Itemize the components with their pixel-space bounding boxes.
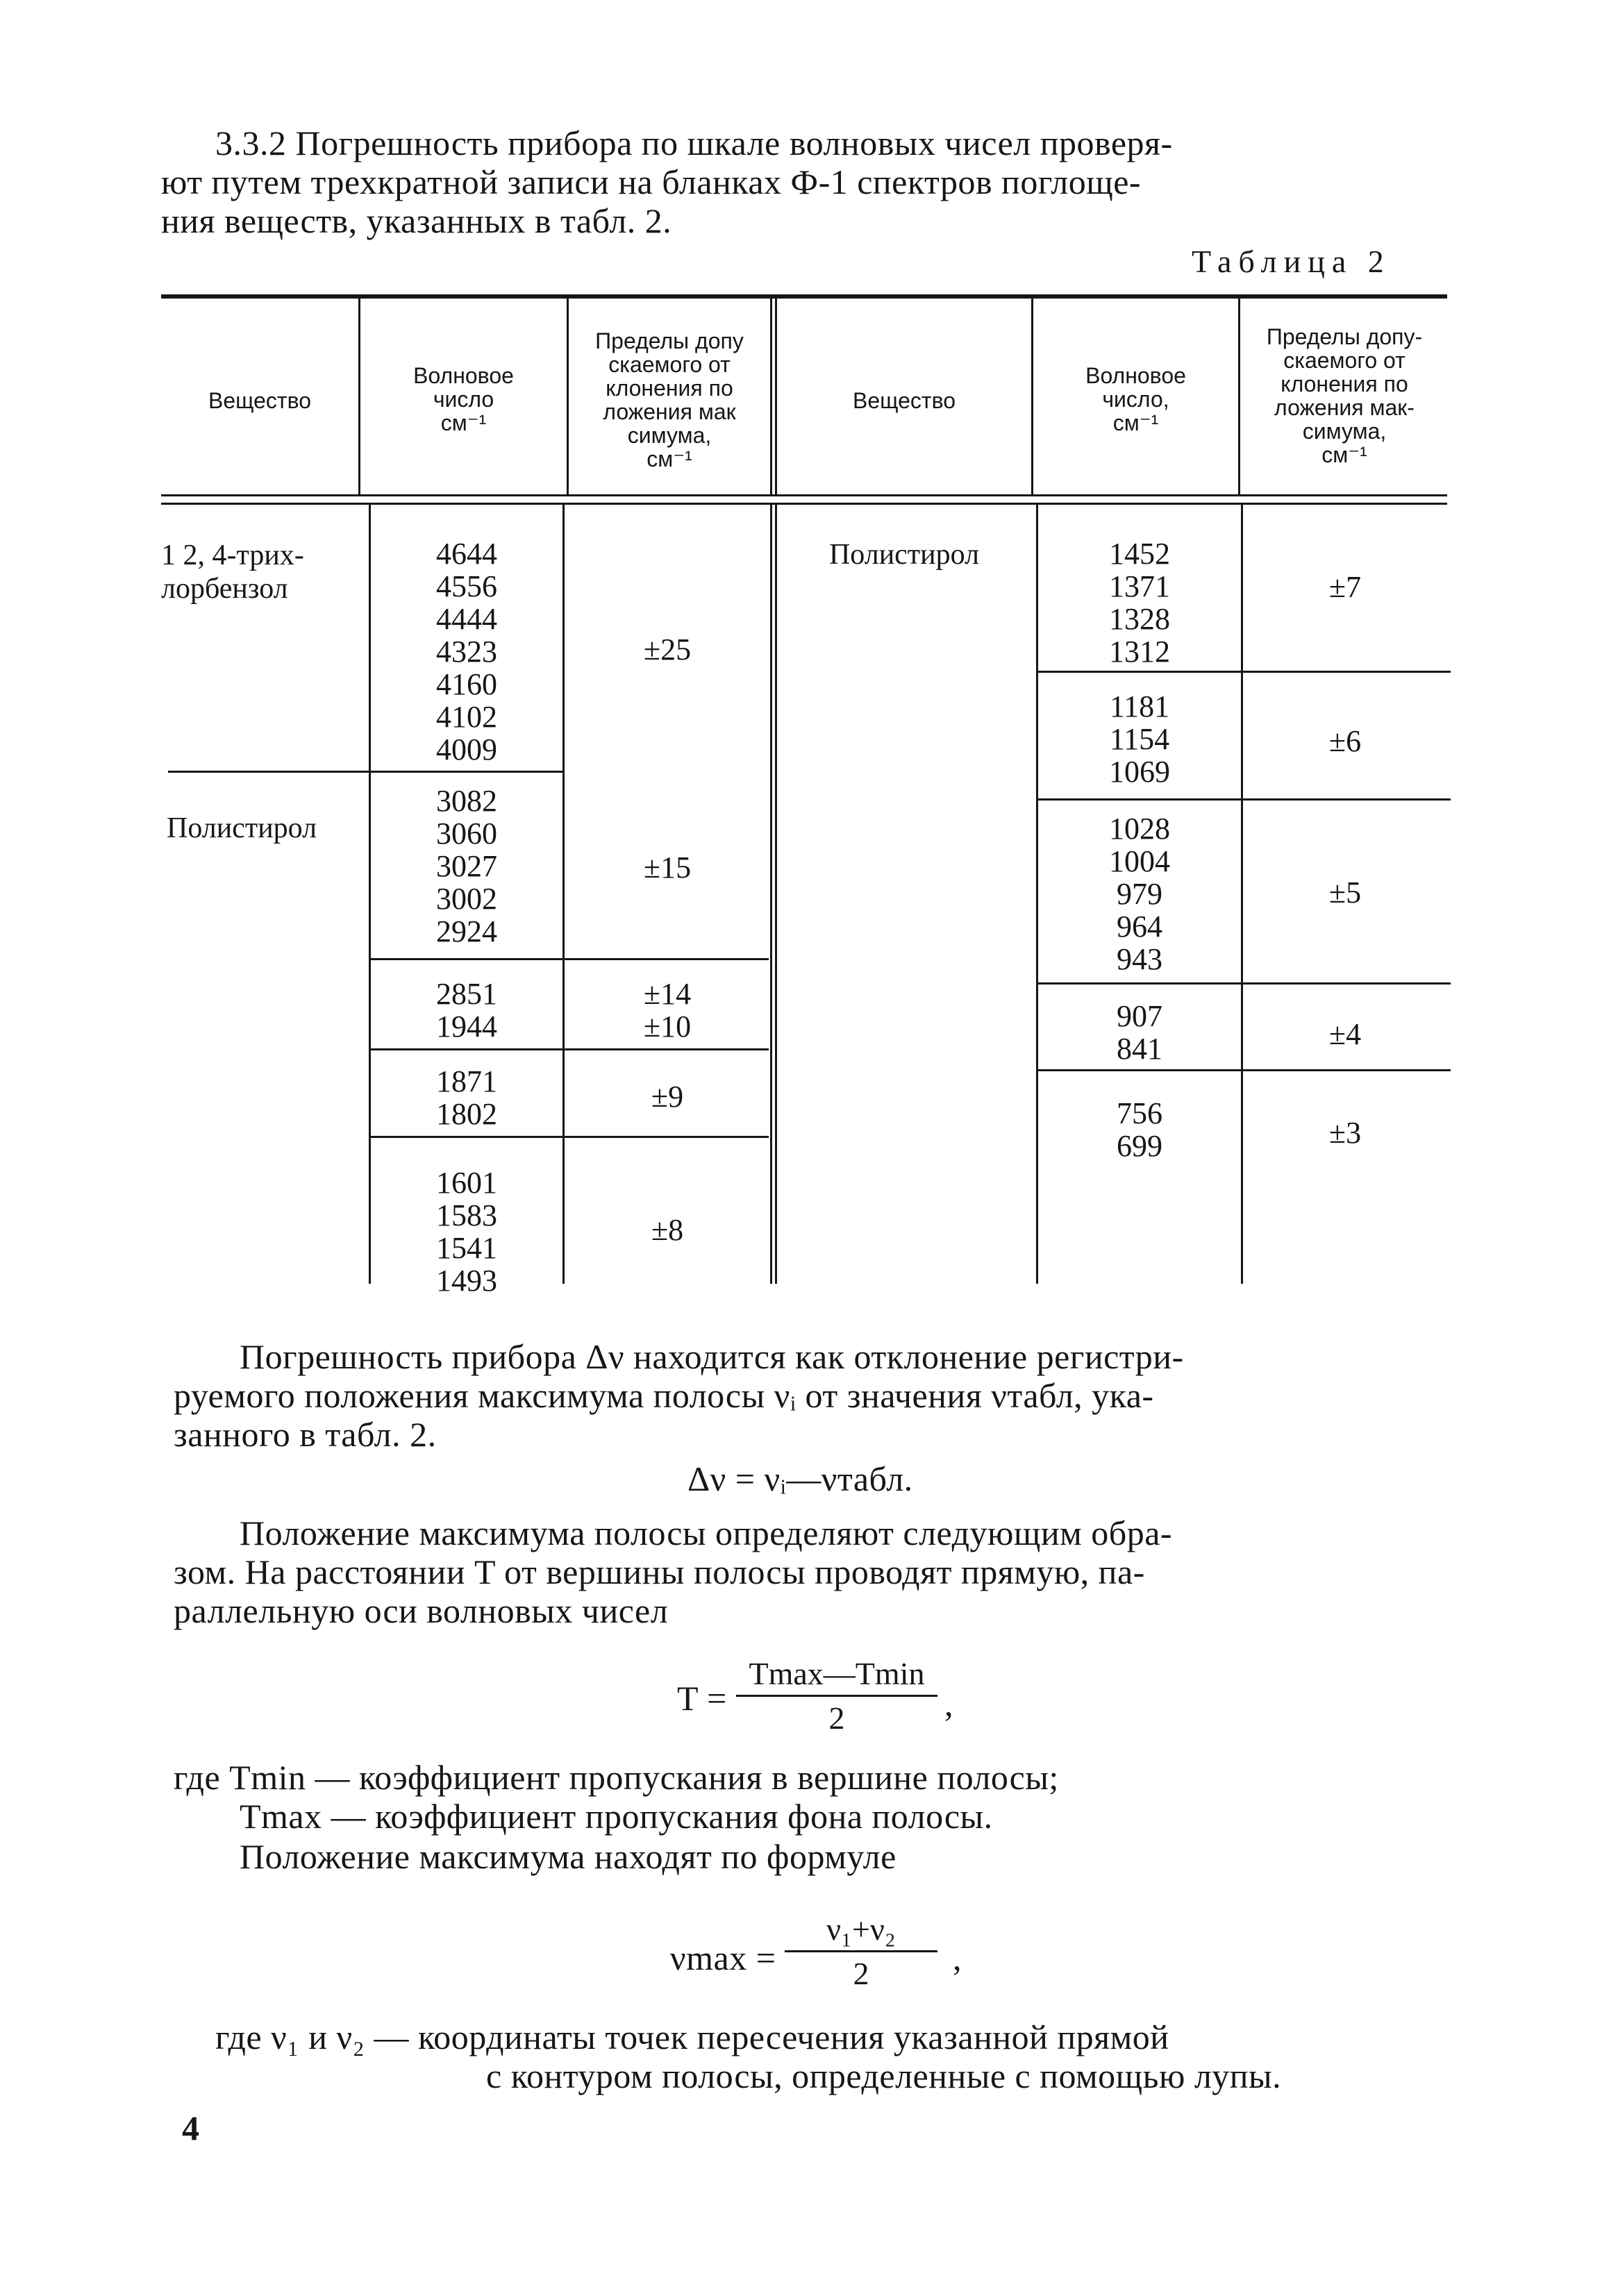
left-sep-1	[168, 771, 562, 773]
header-substance-right: Вещество	[853, 388, 956, 413]
body-vline-2	[562, 505, 565, 1284]
definition-tmax: Tmax — коэффициент пропускания фона полосы.	[240, 1797, 993, 1836]
right-group-3-deviation: ±5	[1328, 875, 1362, 910]
formula-t-fraction	[736, 1655, 937, 1736]
left-group-4-deviation: ±9	[651, 1080, 684, 1114]
formula-numax-bar	[785, 1950, 937, 1952]
right-group-1-values: 1452 1371 1328 1312	[1109, 537, 1170, 669]
header-wavenumber-left: Волновое число см⁻¹	[413, 363, 514, 435]
error-line-3: занного в табл. 2.	[174, 1415, 437, 1454]
formula-numax-comma: ,	[953, 1938, 962, 1977]
right-group-2-values: 1181 1154 1069	[1109, 689, 1170, 789]
left-group-4-values: 1871 1802	[436, 1064, 497, 1131]
left-group-1-deviation: ±25	[643, 632, 692, 667]
intro-line-2: ют путем трехкратной записи на бланках Ф-1 спектров поглоще-	[161, 162, 1142, 201]
definition-formula-intro: Положение максимума находят по формуле	[240, 1837, 896, 1876]
right-group-5-values: 756 699	[1117, 1096, 1162, 1163]
position-line-1: Положение максимума полосы определяют следующим обра-	[240, 1514, 1173, 1552]
header-rule-2	[161, 503, 1447, 505]
header-rule-1	[161, 494, 1447, 496]
header-substance-left: Вещество	[208, 388, 311, 413]
right-sep-3	[1038, 982, 1451, 984]
table-top-rule	[161, 294, 1447, 299]
error-line-2: руемого положения максимума полосы νᵢ от значения νтабл, ука-	[174, 1376, 1154, 1415]
right-sep-1	[1038, 671, 1451, 673]
formula-t-bar	[736, 1695, 937, 1697]
left-group-5-deviation: ±8	[651, 1213, 684, 1247]
left-sep-2	[371, 958, 769, 960]
body-vline-3a	[770, 505, 772, 1284]
right-sep-2	[1038, 798, 1451, 801]
formula-numax-denominator: 2	[853, 1956, 869, 1991]
definition-tmin: где Tmin — коэффициент пропускания в вершине полосы;	[174, 1758, 1059, 1797]
formula-t-lhs: T =	[677, 1679, 727, 1718]
body-vline-3b	[775, 505, 777, 1284]
formula-numax-fraction	[785, 1911, 937, 1992]
substance-polystyrene-right: Полистирол	[828, 539, 980, 571]
right-group-5-deviation: ±3	[1328, 1116, 1362, 1150]
formula-numax-numerator: ν₁+ν₂	[826, 1911, 896, 1947]
right-group-4-values: 907 841	[1117, 999, 1162, 1066]
page-number: 4	[182, 2109, 199, 2147]
header-limits-right: Пределы допу- скаемого от клонения по ложения мак- симума, см⁻¹	[1266, 324, 1423, 467]
intro-line-3: ния веществ, указанных в табл. 2.	[161, 201, 672, 240]
left-group-5-values: 1601 1583 1541 1493	[436, 1166, 497, 1298]
final-line-2: с контуром полосы, определенные с помощью лупы.	[486, 2056, 1282, 2095]
header-wavenumber-right: Волновое число, см⁻¹	[1085, 363, 1186, 435]
left-group-3-deviation: ±14 ±10	[643, 977, 692, 1044]
position-line-2: зом. На расстоянии T от вершины полосы проводят прямую, па-	[174, 1552, 1145, 1591]
left-group-3-values: 2851 1944	[436, 977, 497, 1044]
left-sep-3	[371, 1048, 769, 1050]
table-title: Таблица 2	[1192, 244, 1391, 279]
left-group-2-values: 3082 3060 3027 3002 2924	[436, 784, 497, 948]
formula-t-denominator: 2	[828, 1700, 845, 1736]
right-sep-4	[1038, 1069, 1451, 1071]
right-group-3-values: 1028 1004 979 964 943	[1109, 812, 1170, 976]
left-group-1-values: 4644 4556 4444 4323 4160 4102 4009	[436, 537, 497, 766]
substance-trichlorobenzene: 1 2, 4-трих- лорбензол	[161, 539, 304, 605]
formula-t-comma: ,	[944, 1684, 953, 1723]
right-group-2-deviation: ±6	[1328, 724, 1362, 758]
formula-numax-lhs: νmax =	[670, 1938, 776, 1977]
final-line-1: где ν₁ и ν₂ — координаты точек пересечения указанной прямой	[215, 2018, 1169, 2056]
intro-line-1: 3.3.2 Погрешность прибора по шкале волновых чисел проверя-	[215, 124, 1173, 162]
header-limits-left: Пределы допу скаемого от клонения по ложения мак симума, см⁻¹	[595, 328, 744, 471]
formula-delta-nu: Δν = νᵢ—νтабл.	[687, 1459, 913, 1498]
hdr-vline-3a	[770, 299, 772, 494]
error-line-1: Погрешность прибора Δν находится как отклонение регистри-	[240, 1337, 1184, 1376]
right-group-4-deviation: ±4	[1328, 1017, 1362, 1051]
formula-t-numerator: Tmax—Tmin	[749, 1656, 925, 1691]
substance-polystyrene-left: Полистирол	[167, 812, 317, 844]
right-group-1-deviation: ±7	[1328, 570, 1362, 604]
position-line-3: раллельную оси волновых чисел	[174, 1591, 669, 1630]
left-sep-4	[371, 1136, 769, 1138]
left-group-2-deviation: ±15	[643, 850, 692, 885]
